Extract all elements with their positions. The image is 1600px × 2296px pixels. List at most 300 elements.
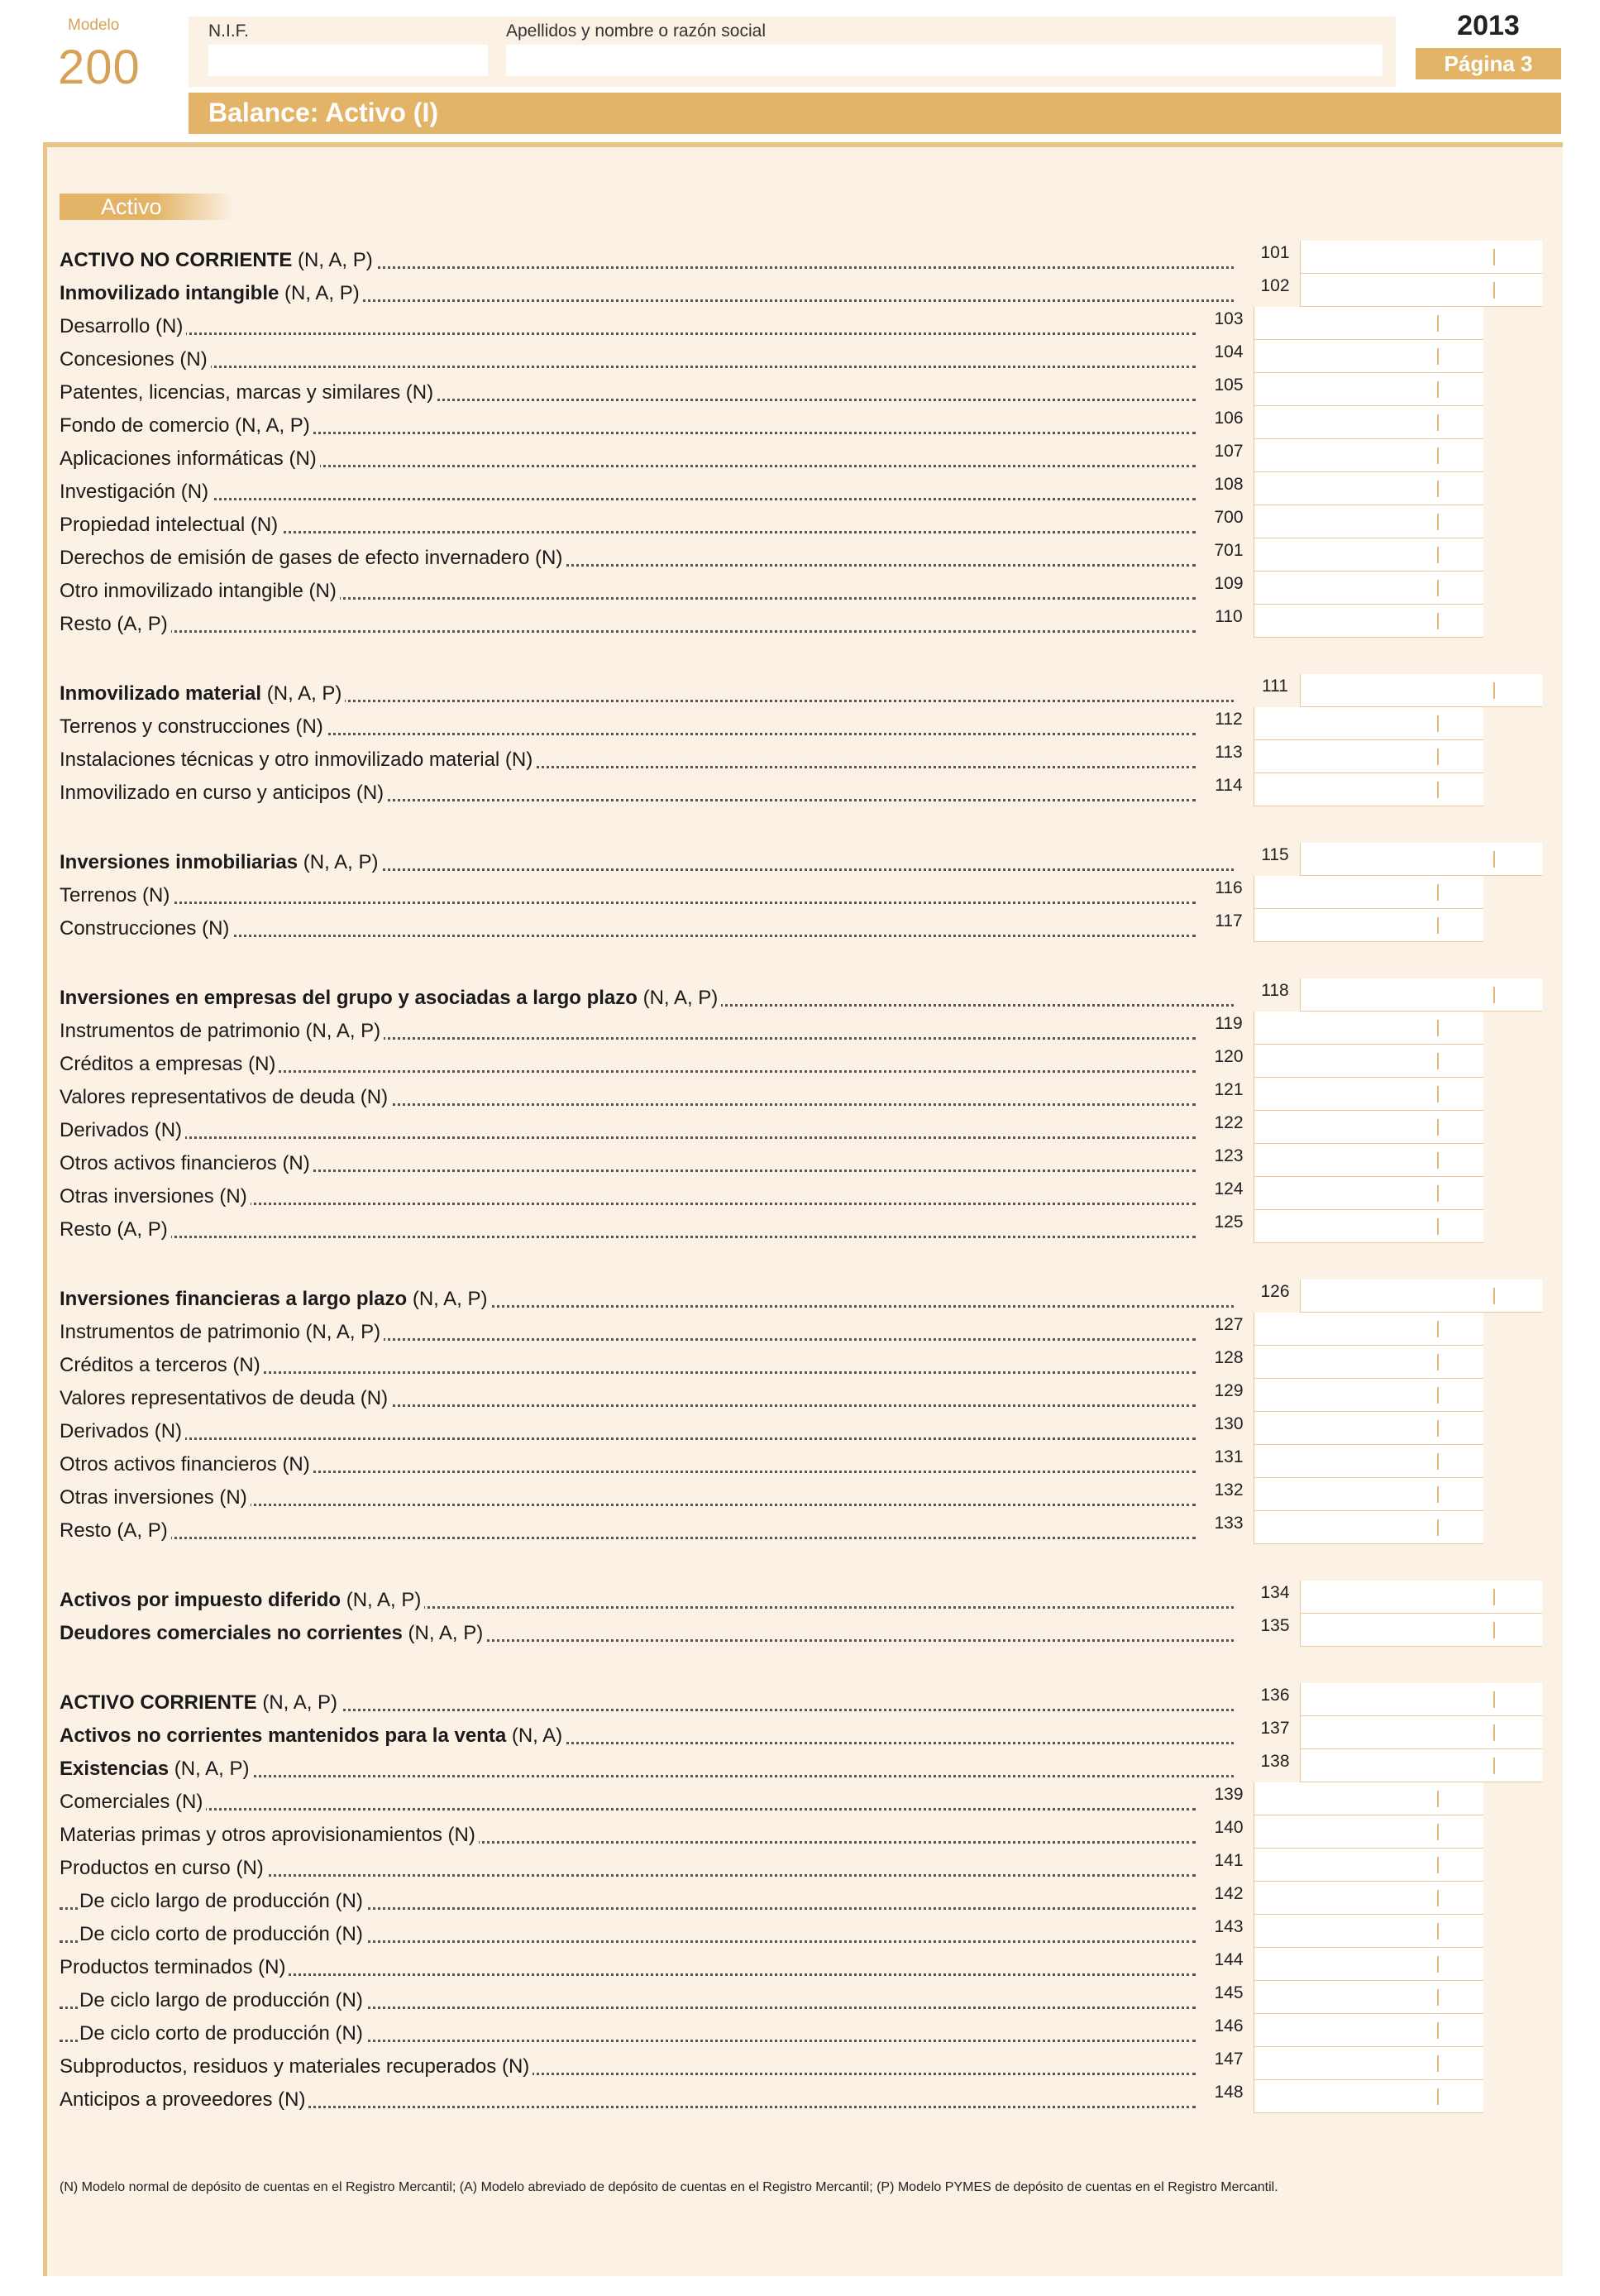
row-label bbox=[60, 715, 327, 739]
box-code: 134 bbox=[1250, 1581, 1301, 1614]
decimal-separator bbox=[1437, 315, 1439, 332]
form-row bbox=[60, 1584, 1234, 1617]
box-code: 128 bbox=[1204, 1346, 1254, 1379]
row-label-text: De ciclo largo de producción (N) bbox=[79, 1890, 363, 1912]
amount-field[interactable] bbox=[1204, 605, 1483, 638]
decimal-separator bbox=[1437, 381, 1439, 398]
row-label bbox=[60, 1791, 206, 1814]
box-code: 114 bbox=[1204, 773, 1254, 806]
decimal-separator bbox=[1437, 613, 1439, 629]
dot-leader bbox=[60, 1236, 1196, 1238]
row-label bbox=[60, 851, 381, 874]
form-row bbox=[60, 1213, 1196, 1246]
box-code: 119 bbox=[1204, 1012, 1254, 1045]
row-label-bold: Inmovilizado intangible bbox=[60, 282, 279, 304]
box-code: 115 bbox=[1250, 843, 1301, 876]
form-row bbox=[60, 1415, 1196, 1448]
amount-field[interactable] bbox=[1204, 1012, 1483, 1045]
row-label-text: Resto (A, P) bbox=[60, 1519, 168, 1542]
decimal-separator bbox=[1437, 1791, 1439, 1807]
row-label-text: Patentes, licencias, marcas y similares (N) bbox=[60, 381, 434, 404]
row-label-text: (N, A, P) bbox=[279, 282, 360, 304]
box-code: 130 bbox=[1204, 1412, 1254, 1445]
box-code: 102 bbox=[1250, 274, 1301, 307]
decimal-separator bbox=[1493, 1758, 1495, 1774]
decimal-separator bbox=[1437, 2088, 1439, 2105]
row-label bbox=[60, 884, 173, 907]
row-label-bold: Inmovilizado material bbox=[60, 682, 262, 705]
decimal-separator bbox=[1437, 884, 1439, 901]
decimal-separator bbox=[1437, 2022, 1439, 2039]
amount-field[interactable] bbox=[1204, 1948, 1483, 1981]
form-row bbox=[60, 2017, 1196, 2050]
row-label-text: (N, A, P) bbox=[298, 851, 379, 873]
decimal-separator bbox=[1437, 749, 1439, 765]
row-label-text: Desarrollo (N) bbox=[60, 315, 184, 337]
amount-field[interactable] bbox=[1204, 1849, 1483, 1882]
decimal-separator bbox=[1437, 1857, 1439, 1873]
box-code: 110 bbox=[1204, 605, 1254, 638]
form-row bbox=[60, 1382, 1196, 1415]
page-badge: Página 3 bbox=[1416, 48, 1561, 79]
row-label-text: (N, A, P) bbox=[292, 249, 373, 271]
amount-field[interactable] bbox=[1204, 740, 1483, 773]
box-code: 127 bbox=[1204, 1313, 1254, 1346]
row-label-text: Otro inmovilizado intangible (N) bbox=[60, 580, 337, 602]
row-label-text: Productos terminados (N) bbox=[60, 1956, 286, 1978]
amount-field[interactable] bbox=[1204, 373, 1483, 406]
year-box: 2013 bbox=[1416, 12, 1561, 40]
form-row bbox=[60, 509, 1196, 542]
row-label bbox=[79, 1890, 366, 1913]
amount-field[interactable] bbox=[1204, 909, 1483, 942]
row-label-text: Instrumentos de patrimonio (N, A, P) bbox=[60, 1321, 381, 1343]
row-label-text: (N, A, P) bbox=[341, 1589, 422, 1611]
row-label-text: Aplicaciones informáticas (N) bbox=[60, 447, 317, 470]
amount-field[interactable] bbox=[1250, 241, 1542, 274]
row-label bbox=[60, 514, 281, 537]
decimal-separator bbox=[1493, 1288, 1495, 1304]
row-label bbox=[60, 1218, 171, 1241]
row-label-text: De ciclo corto de producción (N) bbox=[79, 1923, 363, 1945]
amount-field[interactable] bbox=[1204, 439, 1483, 472]
amount-field[interactable] bbox=[1250, 1280, 1542, 1313]
decimal-separator bbox=[1437, 1321, 1439, 1337]
box-code: 105 bbox=[1204, 373, 1254, 406]
amount-field[interactable] bbox=[1204, 1177, 1483, 1210]
row-label-text: Materias primas y otros aprovisionamientos (N) bbox=[60, 1824, 475, 1846]
row-label-text: De ciclo corto de producción (N) bbox=[79, 2022, 363, 2045]
box-code: 148 bbox=[1204, 2080, 1254, 2113]
row-label bbox=[79, 2022, 366, 2045]
decimal-separator bbox=[1437, 414, 1439, 431]
row-label-text: Derivados (N) bbox=[60, 1420, 183, 1442]
decimal-separator bbox=[1437, 1453, 1439, 1470]
form-row bbox=[60, 777, 1196, 810]
form-row bbox=[60, 1180, 1196, 1213]
row-label bbox=[60, 315, 186, 338]
box-code: 143 bbox=[1204, 1915, 1254, 1948]
row-label bbox=[60, 1486, 251, 1509]
box-code: 144 bbox=[1204, 1948, 1254, 1981]
decimal-separator bbox=[1437, 1053, 1439, 1069]
row-label-text: Otros activos financieros (N) bbox=[60, 1152, 310, 1174]
dot-leader bbox=[60, 366, 1196, 368]
row-label bbox=[60, 2055, 533, 2078]
amount-field[interactable] bbox=[1250, 1581, 1542, 1614]
row-label bbox=[60, 749, 536, 772]
row-label-bold: ACTIVO NO CORRIENTE bbox=[60, 249, 293, 271]
form-row bbox=[60, 1786, 1196, 1819]
dot-leader bbox=[60, 1136, 1196, 1139]
row-label-text: Resto (A, P) bbox=[60, 613, 168, 635]
row-label-text: Derivados (N) bbox=[60, 1119, 183, 1141]
decimal-separator bbox=[1437, 782, 1439, 798]
form-row bbox=[60, 982, 1234, 1015]
form-row bbox=[60, 1753, 1234, 1786]
row-label bbox=[60, 1622, 486, 1645]
row-label bbox=[60, 2088, 308, 2112]
form-row bbox=[60, 1316, 1196, 1349]
row-label-text: Resto (A, P) bbox=[60, 1218, 168, 1241]
form-row bbox=[60, 1852, 1196, 1885]
box-code: 700 bbox=[1204, 505, 1254, 538]
row-label bbox=[60, 987, 721, 1010]
form-row bbox=[60, 542, 1196, 575]
form-row bbox=[60, 442, 1196, 476]
row-label-text: Terrenos y construcciones (N) bbox=[60, 715, 323, 738]
amount-field[interactable] bbox=[1204, 1478, 1483, 1511]
decimal-separator bbox=[1437, 1185, 1439, 1202]
amount-field[interactable] bbox=[1204, 572, 1483, 605]
row-label-text: Investigación (N) bbox=[60, 481, 209, 503]
amount-field[interactable] bbox=[1250, 843, 1542, 876]
decimal-separator bbox=[1437, 1218, 1439, 1235]
row-label-text: (N, A, P) bbox=[256, 1691, 338, 1714]
amount-field[interactable] bbox=[1204, 1313, 1483, 1346]
decimal-separator bbox=[1437, 1956, 1439, 1973]
row-label-bold: Inversiones inmobiliarias bbox=[60, 851, 299, 873]
form-row bbox=[60, 1349, 1196, 1382]
modelo-label: Modelo bbox=[68, 17, 120, 34]
amount-field[interactable] bbox=[1204, 876, 1483, 909]
form-row bbox=[60, 2050, 1196, 2083]
amount-field[interactable] bbox=[1204, 1412, 1483, 1445]
row-label bbox=[60, 282, 363, 305]
row-label bbox=[60, 1321, 384, 1344]
amount-field[interactable] bbox=[1204, 1210, 1483, 1243]
nif-field[interactable] bbox=[208, 45, 488, 76]
amount-field[interactable] bbox=[1250, 1614, 1542, 1647]
box-code: 106 bbox=[1204, 406, 1254, 439]
row-label bbox=[60, 1288, 491, 1311]
form-row bbox=[60, 1481, 1196, 1514]
row-label bbox=[60, 1857, 267, 1880]
title-bar bbox=[189, 93, 1561, 134]
section-tab bbox=[60, 194, 233, 220]
form-row bbox=[60, 2083, 1196, 2117]
decimal-separator bbox=[1437, 481, 1439, 497]
box-code: 142 bbox=[1204, 1882, 1254, 1915]
decimal-separator bbox=[1437, 547, 1439, 563]
row-label-text: Construcciones (N) bbox=[60, 917, 230, 940]
box-code: 141 bbox=[1204, 1849, 1254, 1882]
row-label bbox=[60, 1758, 252, 1781]
box-code: 146 bbox=[1204, 2014, 1254, 2047]
box-code: 133 bbox=[1204, 1511, 1254, 1544]
form-row bbox=[60, 376, 1196, 409]
row-label-text: Propiedad intelectual (N) bbox=[60, 514, 279, 536]
modelo-number: 200 bbox=[58, 41, 141, 94]
form-row bbox=[60, 1951, 1196, 1984]
decimal-separator bbox=[1493, 851, 1495, 868]
box-code: 112 bbox=[1204, 707, 1254, 740]
row-label-text: Terrenos (N) bbox=[60, 884, 170, 906]
amount-field[interactable] bbox=[1250, 1716, 1542, 1749]
row-label-text: Instalaciones técnicas y otro inmovilizado material (N) bbox=[60, 749, 533, 771]
box-code: 126 bbox=[1250, 1280, 1301, 1313]
decimal-separator bbox=[1437, 1923, 1439, 1940]
row-label-text: Comerciales (N) bbox=[60, 1791, 203, 1813]
amount-field[interactable] bbox=[1204, 406, 1483, 439]
row-label-text: Créditos a terceros (N) bbox=[60, 1354, 260, 1376]
form-row bbox=[60, 608, 1196, 641]
box-code: 116 bbox=[1204, 876, 1254, 909]
row-label-text: Inmovilizado en curso y anticipos (N) bbox=[60, 782, 384, 804]
box-code: 701 bbox=[1204, 538, 1254, 572]
decimal-separator bbox=[1493, 682, 1495, 699]
header-box bbox=[189, 17, 1396, 87]
amount-field[interactable] bbox=[1204, 1445, 1483, 1478]
amount-field[interactable] bbox=[1204, 1981, 1483, 2014]
decimal-separator bbox=[1493, 987, 1495, 1003]
amount-field[interactable] bbox=[1204, 307, 1483, 340]
box-code: 122 bbox=[1204, 1111, 1254, 1144]
row-label bbox=[60, 580, 340, 603]
form-row bbox=[60, 1984, 1196, 2017]
box-code: 131 bbox=[1204, 1445, 1254, 1478]
row-label bbox=[60, 249, 376, 272]
decimal-separator bbox=[1437, 1519, 1439, 1536]
row-label-bold: Activos no corrientes mantenidos para la venta bbox=[60, 1724, 507, 1747]
amount-field[interactable] bbox=[1250, 978, 1542, 1012]
amount-field[interactable] bbox=[1204, 773, 1483, 806]
row-label bbox=[60, 1956, 289, 1979]
row-label-text: (N, A) bbox=[506, 1724, 563, 1747]
decimal-separator bbox=[1437, 1989, 1439, 2006]
row-label bbox=[79, 1923, 366, 1946]
decimal-separator bbox=[1437, 514, 1439, 530]
row-label bbox=[60, 1691, 341, 1715]
row-label-bold: Activos por impuesto diferido bbox=[60, 1589, 341, 1611]
page-title: Balance: Activo (I) bbox=[208, 98, 438, 127]
row-label bbox=[60, 682, 345, 706]
form-row bbox=[60, 1720, 1234, 1753]
form-row bbox=[60, 846, 1234, 879]
decimal-separator bbox=[1437, 1354, 1439, 1370]
amount-field[interactable] bbox=[1204, 1915, 1483, 1948]
amount-field[interactable] bbox=[1250, 1683, 1542, 1716]
form-row bbox=[60, 710, 1196, 744]
row-label-text: Subproductos, residuos y materiales recuperados (N) bbox=[60, 2055, 530, 2078]
row-label bbox=[60, 1420, 185, 1443]
amount-field[interactable] bbox=[1204, 1882, 1483, 1915]
row-label-text: (N, A, P) bbox=[402, 1622, 484, 1644]
form-row bbox=[60, 1081, 1196, 1114]
decimal-separator bbox=[1437, 447, 1439, 464]
amount-field[interactable] bbox=[1204, 1511, 1483, 1544]
form-row bbox=[60, 744, 1196, 777]
decimal-separator bbox=[1493, 1724, 1495, 1741]
dot-leader bbox=[60, 1808, 1196, 1810]
dot-leader bbox=[60, 498, 1196, 500]
amount-field[interactable] bbox=[1204, 538, 1483, 572]
decimal-separator bbox=[1437, 348, 1439, 365]
row-label bbox=[60, 481, 212, 504]
row-label bbox=[60, 381, 437, 404]
amount-field[interactable] bbox=[1204, 505, 1483, 538]
row-label bbox=[60, 782, 387, 805]
row-label bbox=[60, 1589, 424, 1612]
box-code: 120 bbox=[1204, 1045, 1254, 1078]
box-code: 132 bbox=[1204, 1478, 1254, 1511]
box-code: 124 bbox=[1204, 1177, 1254, 1210]
decimal-separator bbox=[1437, 715, 1439, 732]
row-label-text: (N, A, P) bbox=[261, 682, 342, 705]
form-row bbox=[60, 1819, 1196, 1852]
row-label-bold: Existencias bbox=[60, 1758, 170, 1780]
row-label-text: Créditos a empresas (N) bbox=[60, 1053, 276, 1075]
name-field[interactable] bbox=[506, 45, 1383, 76]
amount-field[interactable] bbox=[1204, 1111, 1483, 1144]
decimal-separator bbox=[1437, 2055, 1439, 2072]
decimal-separator bbox=[1493, 1622, 1495, 1638]
amount-field[interactable] bbox=[1204, 1782, 1483, 1815]
form-row bbox=[60, 1283, 1234, 1316]
box-code: 123 bbox=[1204, 1144, 1254, 1177]
decimal-separator bbox=[1437, 1420, 1439, 1437]
decimal-separator bbox=[1437, 917, 1439, 934]
decimal-separator bbox=[1437, 1152, 1439, 1169]
amount-field[interactable] bbox=[1204, 2014, 1483, 2047]
form-row bbox=[60, 277, 1234, 310]
form-row bbox=[60, 575, 1196, 608]
row-label-text: Concesiones (N) bbox=[60, 348, 208, 371]
amount-field[interactable] bbox=[1204, 1045, 1483, 1078]
amount-field[interactable] bbox=[1204, 1078, 1483, 1111]
amount-field[interactable] bbox=[1250, 274, 1542, 307]
row-label bbox=[79, 1989, 366, 2012]
amount-field[interactable] bbox=[1204, 340, 1483, 373]
decimal-separator bbox=[1437, 1824, 1439, 1840]
decimal-separator bbox=[1493, 282, 1495, 299]
box-code: 137 bbox=[1250, 1716, 1301, 1749]
form-row bbox=[60, 1885, 1196, 1918]
box-code: 107 bbox=[1204, 439, 1254, 472]
form-row bbox=[60, 1514, 1196, 1547]
nif-label: N.I.F. bbox=[208, 22, 250, 41]
row-label-text: De ciclo largo de producción (N) bbox=[79, 1989, 363, 2011]
form-row bbox=[60, 677, 1234, 710]
box-code: 117 bbox=[1204, 909, 1254, 942]
box-code: 118 bbox=[1250, 978, 1301, 1012]
row-label bbox=[60, 1354, 264, 1377]
amount-field[interactable] bbox=[1204, 1379, 1483, 1412]
decimal-separator bbox=[1437, 1020, 1439, 1036]
row-label-text: (N, A, P) bbox=[407, 1288, 488, 1310]
row-label bbox=[60, 547, 566, 570]
amount-field[interactable] bbox=[1204, 1346, 1483, 1379]
row-label-text: (N, A, P) bbox=[637, 987, 719, 1009]
row-label-text: Derechos de emisión de gases de efecto invernadero (N) bbox=[60, 547, 563, 569]
row-label-text: Productos en curso (N) bbox=[60, 1857, 264, 1879]
row-label-text: (N, A, P) bbox=[169, 1758, 250, 1780]
row-label bbox=[60, 1119, 185, 1142]
box-code: 108 bbox=[1204, 472, 1254, 505]
form-row bbox=[60, 476, 1196, 509]
amount-field[interactable] bbox=[1250, 674, 1542, 707]
row-label-text: Valores representativos de deuda (N) bbox=[60, 1387, 389, 1409]
amount-field[interactable] bbox=[1204, 2047, 1483, 2080]
row-label bbox=[60, 348, 211, 371]
row-label bbox=[60, 447, 320, 471]
form-row bbox=[60, 879, 1196, 912]
amount-field[interactable] bbox=[1250, 1749, 1542, 1782]
dot-leader bbox=[60, 1537, 1196, 1539]
box-code: 135 bbox=[1250, 1614, 1301, 1647]
amount-field[interactable] bbox=[1204, 472, 1483, 505]
decimal-separator bbox=[1437, 1890, 1439, 1906]
form-row bbox=[60, 244, 1234, 277]
row-label bbox=[60, 917, 232, 940]
footnote: (N) Modelo normal de depósito de cuentas en el Registro Mercantil; (A) Modelo abreviado de depósito de cuentas en el Registro Mercantil; (P) Modelo PYMES de depósito de cuentas en el Registro Mercantil. bbox=[60, 2180, 1278, 2194]
box-code: 129 bbox=[1204, 1379, 1254, 1412]
decimal-separator bbox=[1493, 249, 1495, 265]
form-row bbox=[60, 1448, 1196, 1481]
box-code: 145 bbox=[1204, 1981, 1254, 2014]
amount-field[interactable] bbox=[1204, 707, 1483, 740]
row-label-bold: Deudores comerciales no corrientes bbox=[60, 1622, 403, 1644]
form-row bbox=[60, 1015, 1196, 1048]
row-label-text: Otras inversiones (N) bbox=[60, 1185, 247, 1208]
name-label: Apellidos y nombre o razón social bbox=[506, 22, 766, 41]
section-tab-label: Activo bbox=[101, 194, 162, 219]
form-row bbox=[60, 1048, 1196, 1081]
box-code: 109 bbox=[1204, 572, 1254, 605]
row-label bbox=[60, 1724, 566, 1748]
row-label bbox=[60, 1152, 313, 1175]
box-code: 136 bbox=[1250, 1683, 1301, 1716]
form-row bbox=[60, 1617, 1234, 1650]
amount-field[interactable] bbox=[1204, 1144, 1483, 1177]
form-row bbox=[60, 343, 1196, 376]
row-label-text: Fondo de comercio (N, A, P) bbox=[60, 414, 310, 437]
row-label-text: Otras inversiones (N) bbox=[60, 1486, 247, 1509]
amount-field[interactable] bbox=[1204, 1815, 1483, 1849]
row-label bbox=[60, 1453, 313, 1476]
row-label bbox=[60, 414, 313, 438]
amount-field[interactable] bbox=[1204, 2080, 1483, 2113]
box-code: 139 bbox=[1204, 1782, 1254, 1815]
row-label-text: Otros activos financieros (N) bbox=[60, 1453, 310, 1476]
form-row bbox=[60, 912, 1196, 945]
row-label bbox=[60, 1519, 171, 1543]
decimal-separator bbox=[1437, 1486, 1439, 1503]
box-code: 147 bbox=[1204, 2047, 1254, 2080]
row-label bbox=[60, 1053, 279, 1076]
box-code: 138 bbox=[1250, 1749, 1301, 1782]
decimal-separator bbox=[1437, 1387, 1439, 1404]
